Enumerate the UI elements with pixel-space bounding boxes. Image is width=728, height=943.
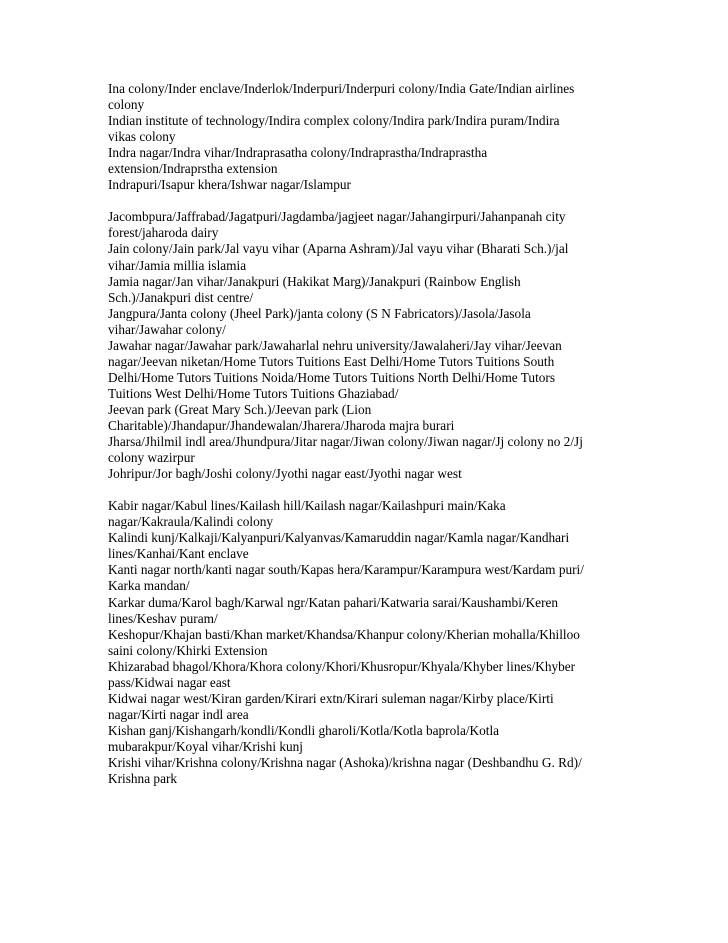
text-line: Charitable)/Jhandapur/Jhandewalan/Jharera/Jharoda majra burari: [108, 417, 455, 433]
text-line: lines/Kanhai/Kant enclave: [108, 546, 249, 562]
text-line: Keshopur/Khajan basti/Khan market/Khandsa/Khanpur colony/Kherian mohalla/Khilloo: [108, 626, 580, 642]
text-line: extension/Indraprstha extension: [108, 161, 278, 177]
text-line: nagar/Kakraula/Kalindi colony: [108, 514, 274, 530]
text-line: Jawahar nagar/Jawahar park/Jawaharlal nehru university/Jawalaheri/Jay vihar/Jeevan: [108, 337, 562, 353]
text-line: pass/Kidwai nagar east: [108, 674, 231, 690]
text-line: Kalindi kunj/Kalkaji/Kalyanpuri/Kalyanvas/Kamaruddin nagar/Kamla nagar/Kandhari: [108, 530, 570, 546]
locality-block-k: [108, 498, 623, 787]
text-line: saini colony/Khirki Extension: [108, 642, 268, 658]
text-line: Karka mandan/: [108, 578, 190, 594]
document-body: [108, 81, 623, 803]
text-line: Indrapuri/Isapur khera/Ishwar nagar/Islampur: [108, 177, 351, 193]
text-line: Ina colony/Inder enclave/Inderlok/Inderpuri/Inderpuri colony/India Gate/Indian airlines: [108, 81, 575, 96]
text-line: Jamia nagar/Jan vihar/Janakpuri (Hakikat Marg)/Janakpuri (Rainbow English: [108, 273, 521, 289]
text-line: Tuitions West Delhi/Home Tutors Tuitions Ghaziabad/: [108, 385, 399, 401]
text-line: Kabir nagar/Kabul lines/Kailash hill/Kailash nagar/Kailashpuri main/Kaka: [108, 498, 506, 514]
text-line: Indian institute of technology/Indira complex colony/Indira park/Indira puram/Indira: [108, 113, 560, 129]
text-line: Jangpura/Janta colony (Jheel Park)/janta colony (S N Fabricators)/Jasola/Jasola: [108, 305, 531, 321]
text-line: Jain colony/Jain park/Jal vayu vihar (Aparna Ashram)/Jal vayu vihar (Bharati Sch.)/jal: [108, 241, 569, 257]
text-line: Khizarabad bhagol/Khora/Khora colony/Khori/Khusropur/Khyala/Khyber lines/Khyber: [108, 658, 576, 674]
text-line: Jharsa/Jhilmil indl area/Jhundpura/Jitar nagar/Jiwan colony/Jiwan nagar/Jj colony no 2/Jj: [108, 434, 583, 450]
text-line: Krishi vihar/Krishna colony/Krishna nagar (Ashoka)/krishna nagar (Deshbandhu G. Rd)/: [108, 754, 582, 770]
text-line: Jacombpura/Jaffrabad/Jagatpuri/Jagdamba/jagjeet nagar/Jahangirpuri/Jahanpanah city: [108, 209, 566, 225]
text-line: Kidwai nagar west/Kiran garden/Kirari extn/Kirari suleman nagar/Kirby place/Kirti: [108, 690, 554, 706]
text-line: vihar/Jawahar colony/: [108, 321, 226, 337]
text-line: nagar/Jeevan niketan/Home Tutors Tuitions East Delhi/Home Tutors Tuitions South: [108, 353, 555, 369]
text-line: mubarakpur/Koyal vihar/Krishi kunj: [108, 738, 303, 754]
text-line: Sch.)/Janakpuri dist centre/: [108, 289, 254, 305]
text-line: forest/jaharoda dairy: [108, 225, 219, 241]
text-line: colony: [108, 97, 145, 113]
text-line: Krishna park: [108, 771, 178, 787]
text-line: colony wazirpur: [108, 450, 195, 466]
text-line: Karkar duma/Karol bagh/Karwal ngr/Katan pahari/Katwaria sarai/Kaushambi/Keren: [108, 594, 559, 610]
text-line: vihar/Jamia millia islamia: [108, 257, 247, 273]
locality-block-i: [108, 81, 623, 193]
text-line: lines/Keshav puram/: [108, 610, 218, 626]
text-line: nagar/Kirti nagar indl area: [108, 706, 249, 722]
text-line: Kanti nagar north/kanti nagar south/Kapas hera/Karampur/Karampura west/Kardam puri/: [108, 562, 584, 578]
locality-block-j: [108, 209, 623, 482]
text-line: vikas colony: [108, 129, 176, 145]
text-line: Johripur/Jor bagh/Joshi colony/Jyothi nagar east/Jyothi nagar west: [108, 466, 462, 482]
text-line: Delhi/Home Tutors Tuitions Noida/Home Tutors Tuitions North Delhi/Home Tutors: [108, 369, 556, 385]
text-line: Kishan ganj/Kishangarh/kondli/Kondli gharoli/Kotla/Kotla baprola/Kotla: [108, 722, 500, 738]
text-line: Jeevan park (Great Mary Sch.)/Jeevan park (Lion: [108, 401, 372, 417]
text-line: Indra nagar/Indra vihar/Indraprasatha colony/Indraprastha/Indraprastha: [108, 145, 488, 161]
